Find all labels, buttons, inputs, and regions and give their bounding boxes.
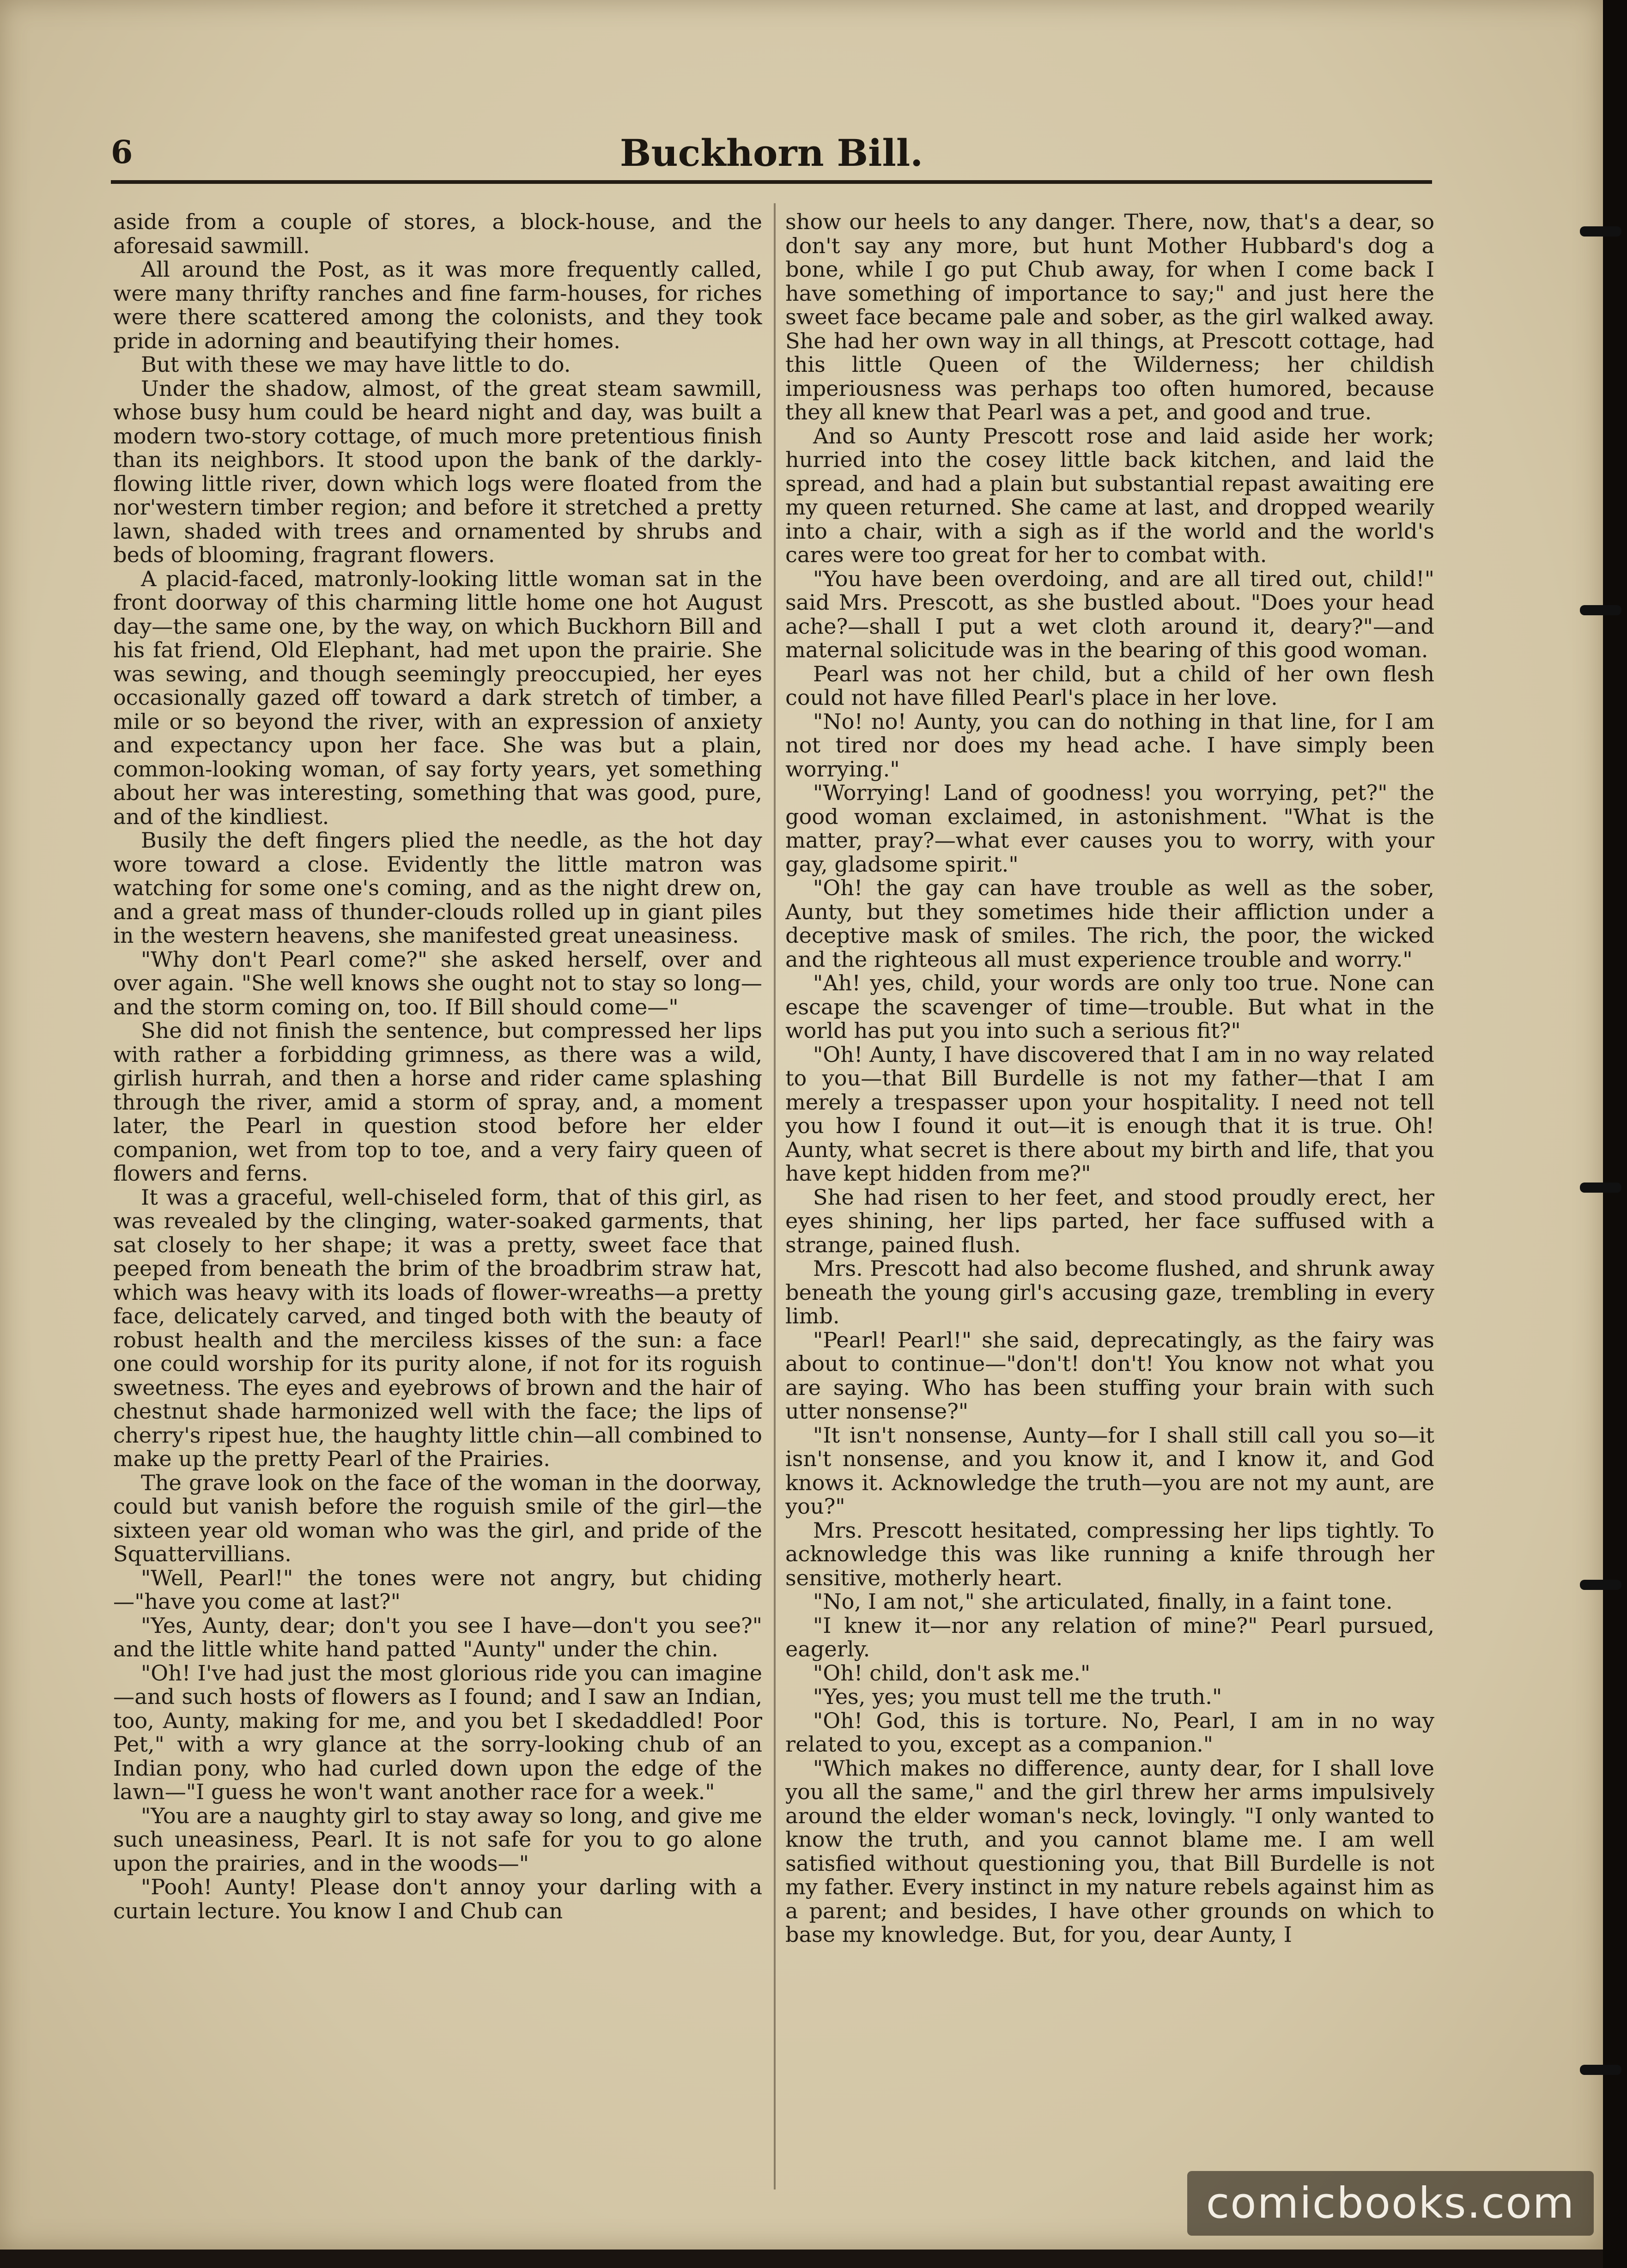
watermark: comicbooks.com: [1187, 2171, 1594, 2236]
paragraph: "Oh! God, this is torture. No, Pearl, I am in no way related to you, except as a companion.": [785, 1708, 1434, 1757]
paragraph: But with these we may have little to do.: [141, 352, 571, 377]
column-divider: [774, 203, 776, 2189]
paragraph: "Yes, Aunty, dear; don't you see I have—don't you see?" and the little white hand patted "Aunty" under the chin.: [113, 1613, 762, 1662]
paragraph: "Oh! I've had just the most glorious ride you can imagine—and such hosts of flowers as I found; and I saw an Indian, too, Aunty, making for me, and you bet I skedaddled! Poor Pet," with a wry glance at the sorry-looking chub of an Indian pony, who had curled down upon the edge of the lawn—"I guess he won't want another race for a week.": [113, 1660, 762, 1804]
paragraph: "Ah! yes, child, your words are only too true. None can escape the scavenger of time—trouble. But what in the world has put you into such a serious fit?": [785, 970, 1434, 1043]
paragraph: It was a graceful, well-chiseled form, that of this girl, as was revealed by the clinging, water-soaked garments, that sat closely to her shape; it was a pretty, sweet face that peeped from beneath the brim of the broadbrim straw hat, which was heavy with its loads of flower-wreaths—a pretty face, delicately carved, and tinged both with the beauty of robust health and the merciless kisses of the sun: a face one could worship for its purity alone, if not for its roguish sweetness. The eyes and eyebrows of brown and the hair of chestnut shade harmonized well with the face; the lips of cherry's ripest hue, the haughty little chin—all combined to make up the pretty Pearl of the Prairies.: [113, 1184, 762, 1471]
paragraph: Busily the deft fingers plied the needle, as the hot day wore toward a close. Evidently the little matron was watching for some one's coming, and as the night drew on, and a great mass of thunder-clouds rolled up in giant piles in the western heavens, she manifested great uneasiness.: [113, 828, 762, 948]
binding-thread: [1580, 1183, 1621, 1193]
page-header: [111, 120, 1432, 185]
paragraph: She had risen to her feet, and stood proudly erect, her eyes shining, her lips parted, her face suffused with a strange, pained flush.: [785, 1184, 1434, 1257]
paragraph: "Why don't Pearl come?" she asked herself, over and over again. "She well knows she ought not to stay so long—and the storm coming on, too. If Bill should come—": [113, 946, 762, 1019]
paragraph: And so Aunty Prescott rose and laid aside her work; hurried into the cosey little back kitchen, and laid the spread, and had a plain but substantial repast awaiting ere my queen returned. She came at last, and dropped wearily into a chair, with a sigh as if the world and the world's cares were too great for her to combat with.: [785, 423, 1434, 567]
header-rule: [111, 180, 1432, 184]
paragraph: Mrs. Prescott hesitated, compressing her lips tightly. To acknowledge this was like running a knife through her sensitive, motherly heart.: [785, 1517, 1434, 1590]
paragraph: "You have been overdoing, and are all tired out, child!" said Mrs. Prescott, as she bustled about. "Does your head ache?—shall I put a wet cloth around it, deary?"—and maternal solicitude was in the bearing of this good woman.: [785, 566, 1434, 662]
page-title: Buckhorn Bill.: [619, 131, 923, 175]
left-column: [113, 210, 762, 2183]
right-column: [785, 210, 1434, 2183]
paragraph: A placid-faced, matronly-looking little woman sat in the front doorway of this charming little home one hot August day—the same one, by the way, on which Buckhorn Bill and his fat friend, Old Elephant, had met upon the prairie. She was sewing, and though seemingly preoccupied, her eyes occasionally gazed off toward a dark stretch of timber, a mile or so beyond the river, with an expression of anxiety and expectancy upon her face. She was but a plain, common-looking woman, of say forty years, yet something about her was interesting, something that was good, pure, and of the kindliest.: [113, 566, 762, 829]
paragraph: "Worrying! Land of goodness! you worrying, pet?" the good woman exclaimed, in astonishment. "What is the matter, pray?—what ever causes you to worry, with your gay, gladsome spirit.": [785, 780, 1434, 877]
paragraph: "Which makes no difference, aunty dear, for I shall love you all the same," and the girl threw her arms impulsively around the elder woman's neck, lovingly. "I only wanted to know the truth, and you cannot blame me. I am well satisfied without questioning you, that Bill Burdelle is not my father. Every instinct in my nature rebels against him as a parent; and besides, I have other grounds on which to base my knowledge. But, for you, dear Aunty, I: [785, 1755, 1434, 1947]
paragraph: "Oh! child, don't ask me.": [813, 1660, 1091, 1686]
binding-thread: [1580, 1580, 1621, 1590]
paragraph: "It isn't nonsense, Aunty—for I shall still call you so—it isn't nonsense, and you know it, and I know it, and God knows it. Acknowledge the truth—you are not my aunt, are you?": [785, 1422, 1434, 1519]
binding-edge: [1603, 0, 1627, 2268]
paragraph: "No! no! Aunty, you can do nothing in that line, for I am not tired nor does my head ache. I have simply been worrying.": [785, 709, 1434, 782]
paragraph: "Pooh! Aunty! Please don't annoy your darling with a curtain lecture. You know I and Chub can: [113, 1874, 762, 1923]
page-number: 6: [111, 134, 133, 171]
paragraph: Pearl was not her child, but a child of her own flesh could not have filled Pearl's place in her love.: [785, 661, 1434, 710]
paragraph: "Well, Pearl!" the tones were not angry, but chiding—"have you come at last?": [113, 1565, 762, 1614]
paragraph: "You are a naughty girl to stay away so long, and give me such uneasiness, Pearl. It is not safe for you to go alone upon the prairies, and in the woods—": [113, 1803, 762, 1876]
binding-thread: [1580, 2065, 1621, 2075]
paragraph: Mrs. Prescott had also become flushed, and shrunk away beneath the young girl's accusing gaze, trembling in every limb.: [785, 1256, 1434, 1328]
paragraph: The grave look on the face of the woman in the doorway, could but vanish before the roguish smile of the girl—the sixteen year old woman who was the girl, and pride of the Squattervillians.: [113, 1470, 762, 1566]
paragraph: show our heels to any danger. There, now, that's a dear, so don't say any more, but hunt Mother Hubbard's dog a bone, while I go put Chub away, for when I come back I have something of importance to say;" and just here the sweet face became pale and sober, as the girl walked away. She had her own way in all things, at Prescott cottage, had this little Queen of the Wilderness; her childish imperiousness was perhaps too often humored, because they all knew that Pearl was a pet, and good and true.: [785, 210, 1434, 424]
paragraph: Under the shadow, almost, of the great steam sawmill, whose busy hum could be heard night and day, was built a modern two-story cottage, of much more pretentious finish than its neighbors. It stood upon the bank of the darkly-flowing little river, down which logs were floated from the nor'western timber region; and before it stretched a pretty lawn, shaded with trees and ornamented by shrubs and beds of blooming, fragrant flowers.: [113, 376, 762, 567]
paragraph: "Oh! the gay can have trouble as well as the sober, Aunty, but they sometimes hide their affliction under a deceptive mask of smiles. The rich, the poor, the wicked and the righteous all must experience trouble and worry.": [785, 875, 1434, 972]
paragraph: aside from a couple of stores, a block-house, and the aforesaid sawmill.: [113, 210, 762, 258]
paragraph: "Yes, yes; you must tell me the truth.": [813, 1684, 1222, 1709]
paragraph: She did not finish the sentence, but compressed her lips with rather a forbidding grimness, as there was a wild, girlish hurrah, and then a horse and rider came splashing through the river, amid a storm of spray, and, a moment later, the Pearl in question stood before her elder companion, wet from top to toe, and a very fairy queen of flowers and ferns.: [113, 1018, 762, 1186]
paragraph: "Oh! Aunty, I have discovered that I am in no way related to you—that Bill Burdelle is not my father—that I am merely a trespasser upon your hospitality. I need not tell you how I found it out—it is enough that it is true. Oh! Aunty, what secret is there about my birth and life, that you have kept hidden from me?": [785, 1042, 1434, 1186]
paragraph: "No, I am not," she articulated, finally, in a faint tone.: [813, 1589, 1393, 1614]
paragraph: All around the Post, as it was more frequently called, were many thrifty ranches and fine farm-houses, for riches were there scattered among the colonists, and they took pride in adorning and beautifying their homes.: [113, 257, 762, 353]
paragraph: "I knew it—nor any relation of mine?" Pearl pursued, eagerly.: [785, 1613, 1434, 1662]
paragraph: "Pearl! Pearl!" she said, deprecatingly, as the fairy was about to continue—"don't! don't! You know not what you are saying. Who has been stuffing your brain with such utter nonsense?": [785, 1327, 1434, 1424]
binding-thread: [1580, 605, 1621, 615]
binding-thread: [1580, 226, 1621, 237]
